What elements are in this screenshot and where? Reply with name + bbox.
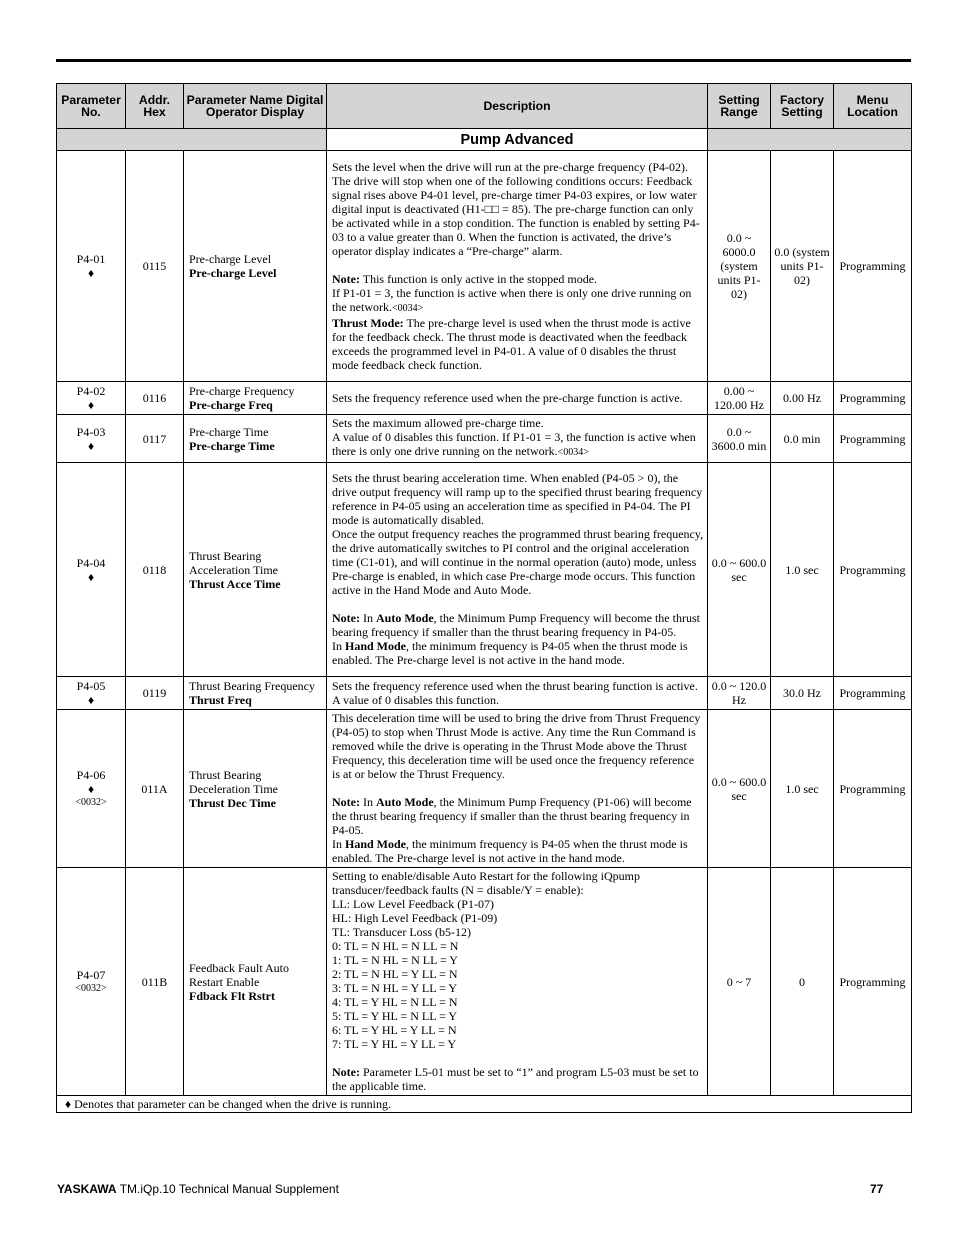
note-label: Note: [332,1065,360,1079]
menu-location: Programming [834,151,912,382]
setting-range: 0.00 ~ 120.00 Hz [708,382,771,415]
table-footnote-row [57,1096,912,1113]
factory-setting: 0.0 (system units P1-02) [771,151,834,382]
table-header-row [57,84,912,129]
revision-tag: <0034> [391,302,424,314]
param-no: P4-05 [76,679,106,693]
header-menu-location: Menu Location [834,84,912,129]
header-factory-setting: Factory Setting [771,84,834,129]
factory-setting: 1.0 sec [771,463,834,677]
factory-setting: 30.0 Hz [771,677,834,710]
note-label: Note: [332,271,360,286]
note-label: Note: [332,611,360,625]
operator-display: Pre-charge Level [189,266,277,280]
menu-location: Programming [834,382,912,415]
top-rule [56,59,911,62]
setting-range: 0.0 ~ 120.0 Hz [708,677,771,710]
addr-hex: 011A [126,710,184,868]
addr-hex: 0118 [126,463,184,677]
header-setting-range: Setting Range [708,84,771,129]
table-footnote: ♦ Denotes that parameter can be changed when the drive is running. [57,1096,912,1113]
operator-display: Thrust Acce Time [189,576,281,591]
description: Sets the thrust bearing acceleration time. When enabled (P4-05 > 0), the drive output frequency will ramp up to the specified thrust bearing frequency reference in P4-05 using an acceleration time as specified in P4-04. The PI mode is automatically disabled. Once the output frequency reaches the programmed thrust bearing frequency, the drive automatically switches to PI control and the original acceleration time (C1-01), and will continue in the normal operation (auto) mode, unless Pre-charge is enabled, in which case Pre-charge mode occurs. This function active in the Hand Mode and Auto Mode. Note: In Auto Mode, the Minimum Pump Frequency will become the thrust bearing frequency if smaller than the thrust bearing frequency in P4-05. In Hand Mode, the minimum frequency is P4-05 when the thrust mode is enabled. The Pre-charge level is not active in the hand mode. [327,463,708,677]
param-no: P4-03 [76,424,106,439]
diamond-icon: ♦ [87,398,95,412]
table-row [57,463,912,677]
menu-location: Programming [834,710,912,868]
setting-range: 0.0 ~ 600.0 sec [708,710,771,868]
factory-setting: 0 [771,868,834,1096]
diamond-icon: ♦ [87,693,95,707]
operator-display: Thrust Dec Time [189,795,276,810]
diamond-icon: ♦ [87,781,95,796]
header-addr-hex: Addr. Hex [126,84,184,129]
addr-hex: 0119 [126,677,184,710]
setting-range: 0.0 ~ 6000.0 (system units P1-02) [708,151,771,382]
table-row [57,710,912,868]
table-row [57,415,912,463]
brand-name: YASKAWA [57,1182,117,1196]
addr-hex: 0117 [126,415,184,463]
revision-tag: <0034> [557,447,589,458]
setting-range: 0 ~ 7 [708,868,771,1096]
factory-setting: 0.00 Hz [771,382,834,415]
menu-location: Programming [834,463,912,677]
menu-location: Programming [834,415,912,463]
param-name: Thrust Bearing Deceleration Time [189,767,278,796]
param-name: Pre-charge Time [189,424,269,439]
page-number: 77 [870,1182,884,1196]
factory-setting: 0.0 min [771,415,834,463]
diamond-icon: ♦ [87,569,95,584]
description: Sets the maximum allowed pre-charge time. A value of 0 disables this function. If P1-01 = 3, the function is active when there is only one drive running on the network.<0034> [327,415,708,463]
parameter-table [56,83,912,1113]
description: This deceleration time will be used to bring the drive from Thrust Frequency (P4-05) to stop when Thrust Mode is active. Any time the Run Command is removed while the drive is operating in the Thrust Mode above the Thrust Frequency, this deceleration time will be used once the frequency reference is at or below the Thrust Frequency. Note: In Auto Mode, the Minimum Pump Frequency (P1-06) will become the thrust bearing frequency if smaller than the thrust bearing frequency in P4-05. In Hand Mode, the minimum frequency is P4-05 when the thrust mode is enabled. The Pre-charge level is not active in the hand mode. [327,710,708,868]
setting-range: 0.0 ~ 600.0 sec [708,463,771,677]
setting-range: 0.0 ~ 3600.0 min [708,415,771,463]
table-row [57,382,912,415]
header-description: Description [327,84,708,129]
param-name: Feedback Fault Auto Restart Enable [189,960,289,989]
section-row [57,129,912,151]
param-name: Pre-charge Level [189,252,272,266]
manual-title: TM.iQp.10 Technical Manual Supplement [116,1182,339,1196]
param-name: Pre-charge Frequency [189,384,295,398]
addr-hex: 011B [126,868,184,1096]
table-row [57,868,912,1096]
note-label: Note: [332,795,360,809]
description: Setting to enable/disable Auto Restart for the following iQpump transducer/feedback faults (N = disable/Y = enable): LL: Low Level Feedback (P1-07) HL: High Level Feedback (P1-09) TL: Transducer Loss (b5-12) 0: TL = N HL = N LL = N 1: TL = N HL = N LL = Y 2: TL = N HL = Y LL = N 3: TL = N HL = Y LL = Y 4: TL = Y HL = N LL = N 5: TL = Y HL = N LL = Y 6: TL = Y HL = Y LL = N 7: TL = Y HL = Y LL = Y Note: Parameter L5-01 must be set to “1” and program L5-03 must be set to the applicable time. [327,868,708,1096]
operator-display: Pre-charge Time [189,438,275,453]
section-title: Pump Advanced [327,129,708,151]
operator-display: Thrust Freq [189,693,252,707]
diamond-icon: ♦ [87,438,95,453]
table-row [57,677,912,710]
diamond-icon: ♦ [87,266,95,280]
menu-location: Programming [834,868,912,1096]
param-no: P4-04 [76,555,106,570]
revision-tag: <0032> [75,796,107,808]
operator-display: Pre-charge Freq [189,398,273,412]
description: Sets the frequency reference used when the thrust bearing function is active. A value of 0 disables this function. [327,677,708,710]
param-no: P4-01 [76,252,106,266]
page-footer-title [57,1182,339,1196]
param-no: P4-02 [76,384,106,398]
addr-hex: 0115 [126,151,184,382]
param-name: Thrust Bearing Acceleration Time [189,548,278,577]
thrust-mode-label: Thrust Mode: [332,315,404,330]
param-no: P4-07 [76,967,106,982]
param-name: Thrust Bearing Frequency [189,679,315,693]
revision-tag: <0032> [75,982,107,994]
addr-hex: 0116 [126,382,184,415]
menu-location: Programming [834,677,912,710]
header-param-name: Parameter Name Digital Operator Display [184,84,327,129]
description: Sets the level when the drive will run at the pre-charge frequency (P4-02). The drive will stop when one of the following conditions occurs: Feedback signal rises above P4-01 level, pre-charge timer P4-03 expires, or low water digital input is deactivated (H1-□□ = 85). The pre-charge function can only be activated while in a stop condition. The function is enabled by setting P4-03 to a value greater than 0. When the function is activated, the drive’s operator display indicates a “Pre-charge” alarm. Note: This function is only active in the stopped mode. If P1-01 = 3, the function is active when there is only one drive running on the network.<0034> Thrust Mode: The pre-charge level is used when the thrust mode is active for the feedback check. The thrust mode is deactivated when the feedback exceeds the programmed level in P4-01. A value of 0 disables the thrust mode feedback check function. [327,151,708,382]
param-no: P4-06 [76,767,106,782]
header-param-no: Parameter No. [57,84,126,129]
table-row [57,151,912,382]
factory-setting: 1.0 sec [771,710,834,868]
description: Sets the frequency reference used when the pre-charge function is active. [327,382,708,415]
operator-display: Fdback Flt Rstrt [189,988,275,1003]
